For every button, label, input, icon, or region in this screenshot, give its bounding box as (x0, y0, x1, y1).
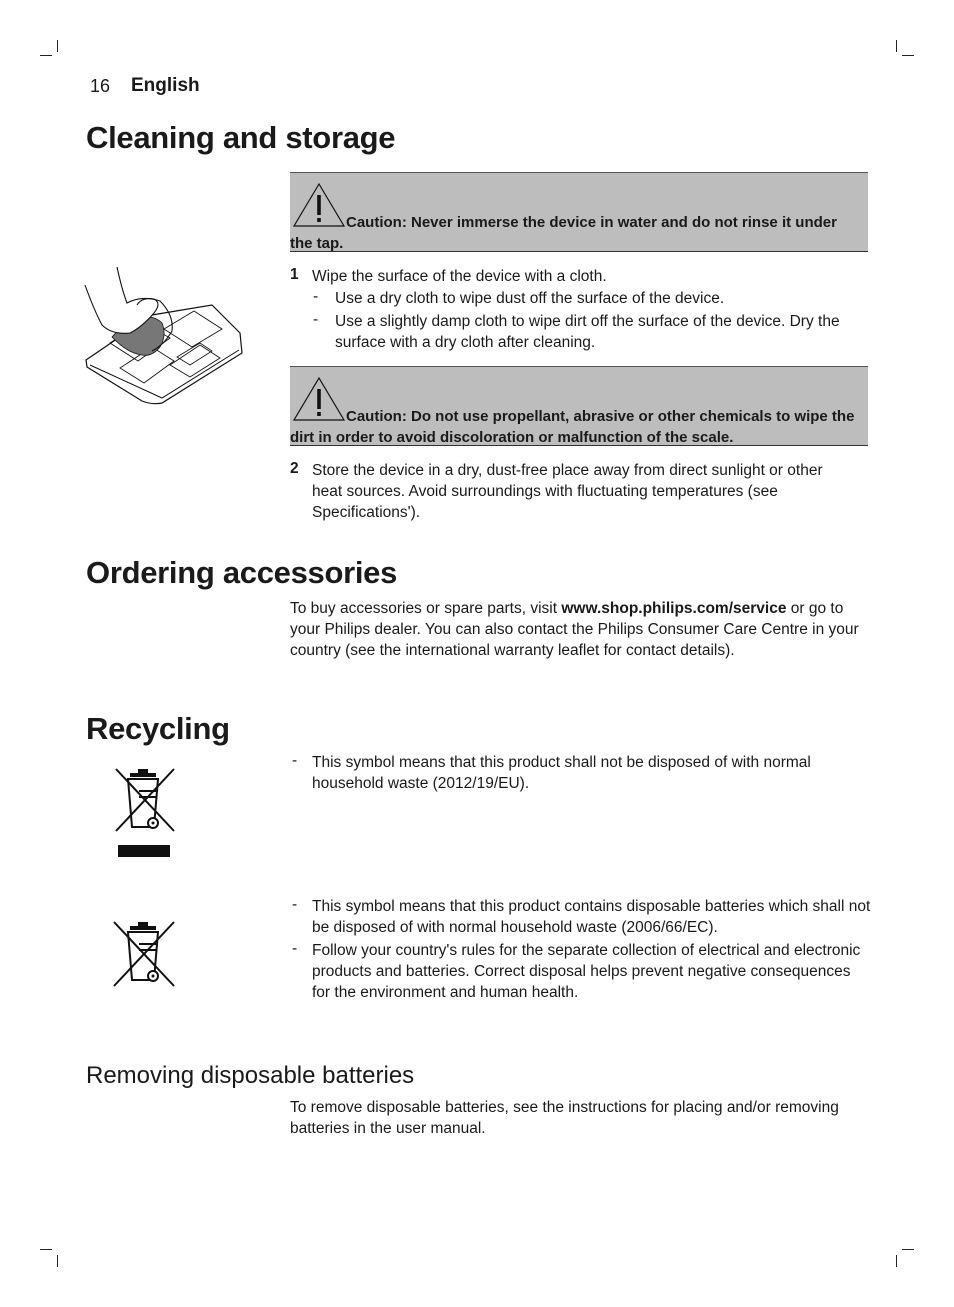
bullet-text: Use a slightly damp cloth to wipe dirt off the surface of the device. Dry the surface with a dry cloth after cleaning. (335, 313, 840, 351)
bullet-dash: - (313, 288, 319, 305)
shop-link[interactable]: www.shop.philips.com/service (561, 600, 787, 617)
caution-text: Caution: Never immerse the device in water and do not rinse it under the tap. (290, 214, 837, 252)
crop-mark (902, 1249, 914, 1250)
bullet-dash: - (292, 752, 298, 769)
section-title-cleaning: Cleaning and storage (86, 120, 396, 155)
cleaning-illustration (82, 265, 247, 405)
crop-mark (40, 55, 52, 56)
step-text: Wipe the surface of the device with a cloth. (312, 268, 607, 285)
weee-bin-icon (112, 765, 176, 859)
ordering-text-after: or go to your Philips dealer. You can also contact the Philips Consumer Care Centre in your country (see the international warranty leaflet for contact details). (290, 600, 859, 659)
page-number: 16 (90, 76, 111, 96)
caution-box (290, 366, 868, 446)
page-language: English (131, 75, 200, 96)
step-number: 2 (290, 460, 299, 477)
bullet-dash: - (292, 896, 298, 913)
battery-bin-icon (112, 918, 176, 988)
caution-text: Caution: Do not use propellant, abrasive or other chemicals to wipe the dirt in order to avoid discoloration or malfunction of the scale. (290, 408, 855, 446)
section-title-ordering: Ordering accessories (86, 555, 398, 590)
crop-mark (57, 1255, 58, 1267)
bullet-dash: - (292, 940, 298, 957)
batteries-text: To remove disposable batteries, see the instructions for placing and/or removing batteries in the user manual. (290, 1099, 839, 1137)
crop-mark (896, 1255, 897, 1267)
section-title-recycling: Recycling (86, 711, 230, 746)
step-text: Store the device in a dry, dust-free place away from direct sunlight or other heat sources. Avoid surroundings with fluctuating temperatures (see Specifications'). (312, 462, 823, 521)
subsection-title-batteries: Removing disposable batteries (86, 1062, 415, 1089)
crop-mark (902, 55, 914, 56)
bullet-text: This symbol means that this product contains disposable batteries which shall not be disposed of with normal household waste (2006/66/EC). (312, 898, 871, 936)
step-number: 1 (290, 266, 299, 283)
crop-mark (57, 40, 58, 52)
crop-mark (40, 1249, 52, 1250)
bullet-text: Follow your country's rules for the separate collection of electrical and electronic products and batteries. Correct disposal helps prevent negative consequences for the environment and human health. (312, 942, 861, 1001)
bullet-text: Use a dry cloth to wipe dust off the surface of the device. (335, 290, 725, 307)
caution-box (290, 172, 868, 252)
bullet-text: This symbol means that this product shall not be disposed of with normal household waste (2012/19/EU). (312, 754, 811, 792)
bullet-dash: - (313, 311, 319, 328)
crop-mark (896, 40, 897, 52)
ordering-text (290, 598, 870, 661)
ordering-text-before: To buy accessories or spare parts, visit (290, 600, 562, 617)
